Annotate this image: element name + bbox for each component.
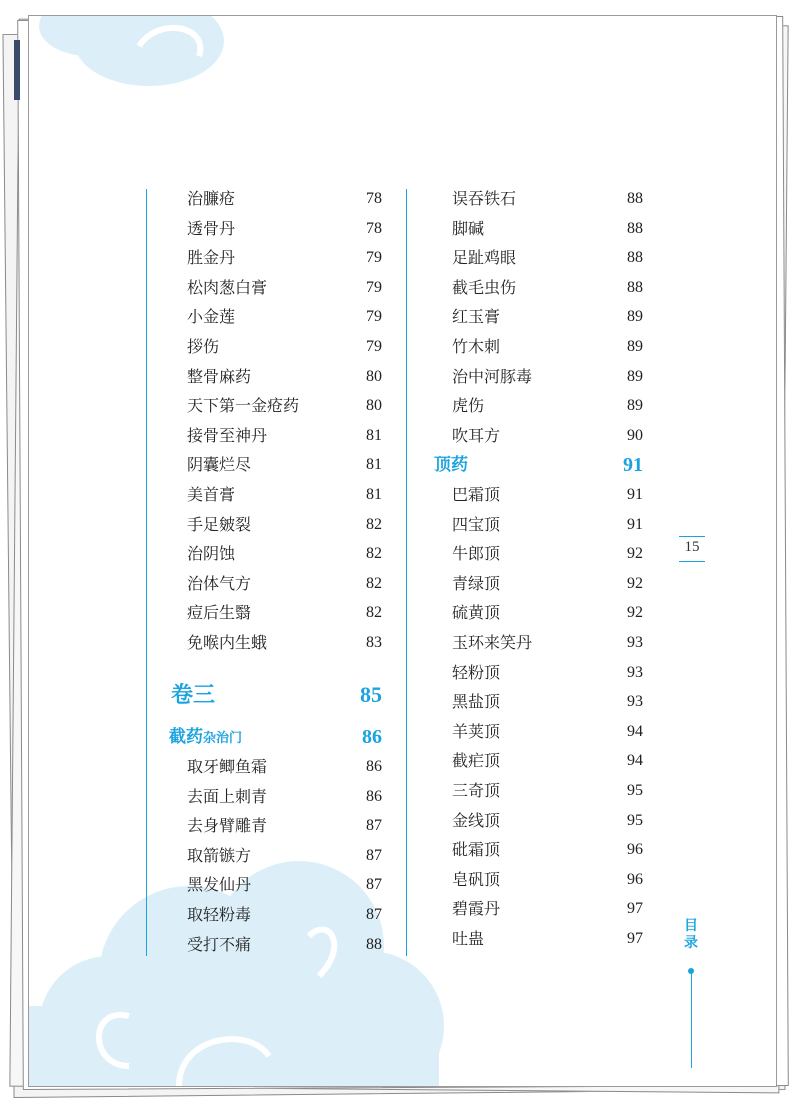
entry-title: 玉环来笑丹	[452, 633, 533, 652]
entry-page: 95	[627, 811, 643, 829]
toc-entry[interactable]	[444, 332, 643, 362]
entry-title: 手足皴裂	[187, 514, 252, 534]
book-page	[28, 15, 777, 1087]
entry-title: 足趾鸡眼	[452, 248, 517, 268]
entry-page: 87	[366, 846, 382, 864]
entry-page: 89	[627, 367, 643, 385]
entry-title: 痘后生翳	[187, 603, 252, 623]
entry-page: 96	[627, 841, 643, 859]
toc-entry[interactable]	[179, 273, 382, 303]
entry-page: 91	[627, 486, 643, 503]
entry-title: 接骨至神丹	[187, 425, 268, 445]
entry-title: 牛郎顶	[452, 544, 501, 564]
column-divider	[146, 189, 147, 956]
cloud-decoration	[29, 16, 776, 1086]
entry-page: 87	[366, 906, 382, 923]
entry-title: 黑发仙丹	[187, 875, 252, 895]
entry-page: 82	[366, 604, 382, 622]
toc-entry[interactable]	[179, 752, 382, 782]
entry-title: 小金莲	[187, 307, 236, 327]
entry-title: 顶药	[434, 455, 468, 476]
toc-entry[interactable]	[179, 480, 382, 510]
side-label-toc: 目录	[684, 918, 698, 951]
toc-entry[interactable]	[444, 598, 643, 628]
entry-page: 88	[627, 278, 643, 296]
entry-title: 透骨丹	[187, 218, 236, 238]
toc-entry[interactable]	[179, 598, 382, 628]
entry-page: 94	[627, 752, 643, 770]
entry-page: 88	[627, 190, 643, 207]
entry-page: 88	[627, 249, 643, 267]
entry-page: 85	[360, 682, 382, 707]
entry-title: 皂矾顶	[452, 869, 501, 889]
entry-page: 86	[362, 726, 382, 748]
entry-title: 虎伤	[452, 396, 485, 416]
entry-page: 78	[366, 190, 382, 207]
toc-entry[interactable]	[444, 806, 643, 836]
entry-page: 81	[366, 456, 382, 474]
toc-section-heading[interactable]	[169, 722, 382, 752]
entry-title: 整骨麻药	[187, 366, 252, 386]
toc-entry[interactable]	[179, 421, 382, 451]
entry-page: 88	[627, 219, 643, 237]
entry-title: 竹木刺	[452, 337, 501, 356]
entry-page: 80	[366, 367, 382, 385]
toc-entry[interactable]	[179, 362, 382, 392]
entry-title: 脚碱	[452, 218, 485, 238]
entry-page: 93	[627, 693, 643, 711]
entry-title: 截毛虫伤	[452, 277, 517, 297]
toc-entry[interactable]	[179, 450, 382, 480]
entry-page: 95	[627, 782, 643, 799]
toc-entry[interactable]	[444, 924, 643, 954]
toc-entry[interactable]	[179, 510, 382, 540]
entry-title: 受打不痛	[187, 934, 252, 954]
entry-page: 79	[366, 308, 382, 326]
toc-entry[interactable]	[444, 894, 643, 924]
entry-title: 黑盐顶	[452, 692, 501, 712]
toc-entry[interactable]	[444, 184, 643, 214]
entry-title: 拶伤	[187, 337, 220, 356]
entry-title: 截药	[169, 727, 203, 747]
entry-title: 美首膏	[187, 485, 236, 504]
side-rule	[691, 972, 692, 1068]
entry-page: 81	[366, 426, 382, 444]
entry-page: 79	[366, 338, 382, 355]
toc-entry[interactable]	[444, 510, 643, 540]
entry-title: 巴霜顶	[452, 485, 501, 504]
toc-entry[interactable]	[179, 302, 382, 332]
entry-page: 91	[623, 454, 643, 477]
toc-entry[interactable]	[444, 243, 643, 273]
entry-title: 误吞铁石	[452, 189, 517, 208]
entry-page: 89	[627, 338, 643, 355]
toc-entry[interactable]	[444, 865, 643, 895]
entry-title: 胜金丹	[187, 248, 236, 268]
entry-title: 治阴蚀	[187, 544, 236, 564]
entry-page: 96	[627, 870, 643, 888]
entry-page: 92	[627, 545, 643, 563]
entry-page: 79	[366, 278, 382, 296]
entry-page: 87	[366, 876, 382, 894]
toc-entry[interactable]	[179, 184, 382, 214]
entry-subtitle: 杂治门	[203, 731, 243, 746]
toc-entry[interactable]	[444, 391, 643, 421]
entry-page: 78	[366, 219, 382, 237]
entry-page: 93	[627, 663, 643, 681]
toc-section-heading[interactable]	[434, 450, 643, 480]
entry-page: 87	[366, 817, 382, 835]
toc-entry[interactable]	[444, 628, 643, 658]
entry-page: 94	[627, 722, 643, 740]
toc-entry[interactable]	[444, 214, 643, 244]
entry-title: 碧霞丹	[452, 899, 501, 919]
toc-entry[interactable]	[444, 746, 643, 776]
entry-title: 取轻粉毒	[187, 905, 252, 924]
page-number: 15	[684, 539, 700, 555]
entry-page: 86	[366, 758, 382, 775]
page-number-rule	[679, 536, 705, 537]
toc-entry[interactable]	[444, 776, 643, 806]
entry-title: 三奇顶	[452, 781, 501, 800]
entry-title: 阴囊烂尽	[187, 455, 252, 475]
toc-entry[interactable]	[179, 782, 382, 812]
entry-title: 免喉内生蛾	[187, 633, 268, 652]
entry-title: 金线顶	[452, 810, 501, 830]
entry-title: 取箭镞方	[187, 845, 252, 865]
entry-title: 卷三	[171, 682, 216, 708]
toc-entry[interactable]	[179, 811, 382, 841]
page-number-rule	[679, 561, 705, 562]
entry-page: 82	[366, 574, 382, 592]
entry-title: 四宝顶	[452, 514, 501, 534]
entry-page: 90	[627, 426, 643, 444]
toc-entry[interactable]	[444, 569, 643, 599]
toc-entry[interactable]	[179, 214, 382, 244]
entry-title: 去身臂雕青	[187, 816, 268, 836]
toc-entry[interactable]	[179, 870, 382, 900]
toc-entry[interactable]	[179, 391, 382, 421]
entry-title: 硫黄顶	[452, 603, 501, 623]
entry-title: 红玉膏	[452, 307, 501, 327]
entry-page: 92	[627, 574, 643, 592]
page-edge-shadow	[14, 40, 20, 100]
entry-page: 89	[627, 397, 643, 415]
toc-entry[interactable]	[179, 243, 382, 273]
entry-title: 截疟顶	[452, 751, 501, 771]
entry-page: 80	[366, 397, 382, 415]
toc-entry[interactable]	[179, 900, 382, 930]
entry-title: 青绿顶	[452, 573, 501, 593]
entry-page: 93	[627, 634, 643, 651]
entry-page: 89	[627, 308, 643, 326]
toc-entry[interactable]	[179, 569, 382, 599]
entry-title: 治臁疮	[187, 189, 236, 208]
entry-title: 松肉葱白膏	[187, 277, 268, 297]
entry-page: 97	[627, 900, 643, 918]
entry-title: 羊荚顶	[452, 721, 501, 741]
toc-entry[interactable]	[444, 362, 643, 392]
entry-page: 82	[366, 545, 382, 563]
entry-title: 取牙鲫鱼霜	[187, 757, 268, 776]
entry-title: 吹耳方	[452, 425, 501, 445]
toc-entry[interactable]	[179, 841, 382, 871]
toc-entry[interactable]	[444, 480, 643, 510]
toc-entry[interactable]	[179, 332, 382, 362]
entry-page: 88	[366, 935, 382, 953]
toc-entry[interactable]	[444, 539, 643, 569]
toc-entry[interactable]	[444, 658, 643, 688]
toc-entry[interactable]	[444, 717, 643, 747]
entry-title: 轻粉顶	[452, 662, 501, 682]
entry-title: 治体气方	[187, 573, 252, 593]
entry-page: 79	[366, 249, 382, 267]
entry-title: 吐蛊	[452, 929, 485, 948]
entry-title: 去面上刺青	[187, 786, 268, 806]
toc-entry[interactable]	[179, 930, 382, 960]
toc-entry[interactable]	[179, 539, 382, 569]
entry-page: 86	[366, 787, 382, 805]
entry-page: 92	[627, 604, 643, 622]
toc-entry[interactable]	[444, 687, 643, 717]
entry-page: 91	[627, 515, 643, 533]
toc-entry[interactable]	[179, 628, 382, 658]
toc-entry[interactable]	[444, 273, 643, 303]
entry-title: 治中河豚毒	[452, 366, 533, 386]
entry-title: 天下第一金疮药	[187, 396, 300, 416]
entry-page: 81	[366, 486, 382, 503]
column-divider	[406, 189, 407, 956]
toc-volume-heading[interactable]	[171, 680, 382, 710]
toc-entry[interactable]	[444, 835, 643, 865]
entry-page: 97	[627, 930, 643, 947]
entry-page: 82	[366, 515, 382, 533]
entry-page: 83	[366, 634, 382, 651]
toc-entry[interactable]	[444, 421, 643, 451]
entry-title: 砒霜顶	[452, 840, 501, 860]
toc-entry[interactable]	[444, 302, 643, 332]
